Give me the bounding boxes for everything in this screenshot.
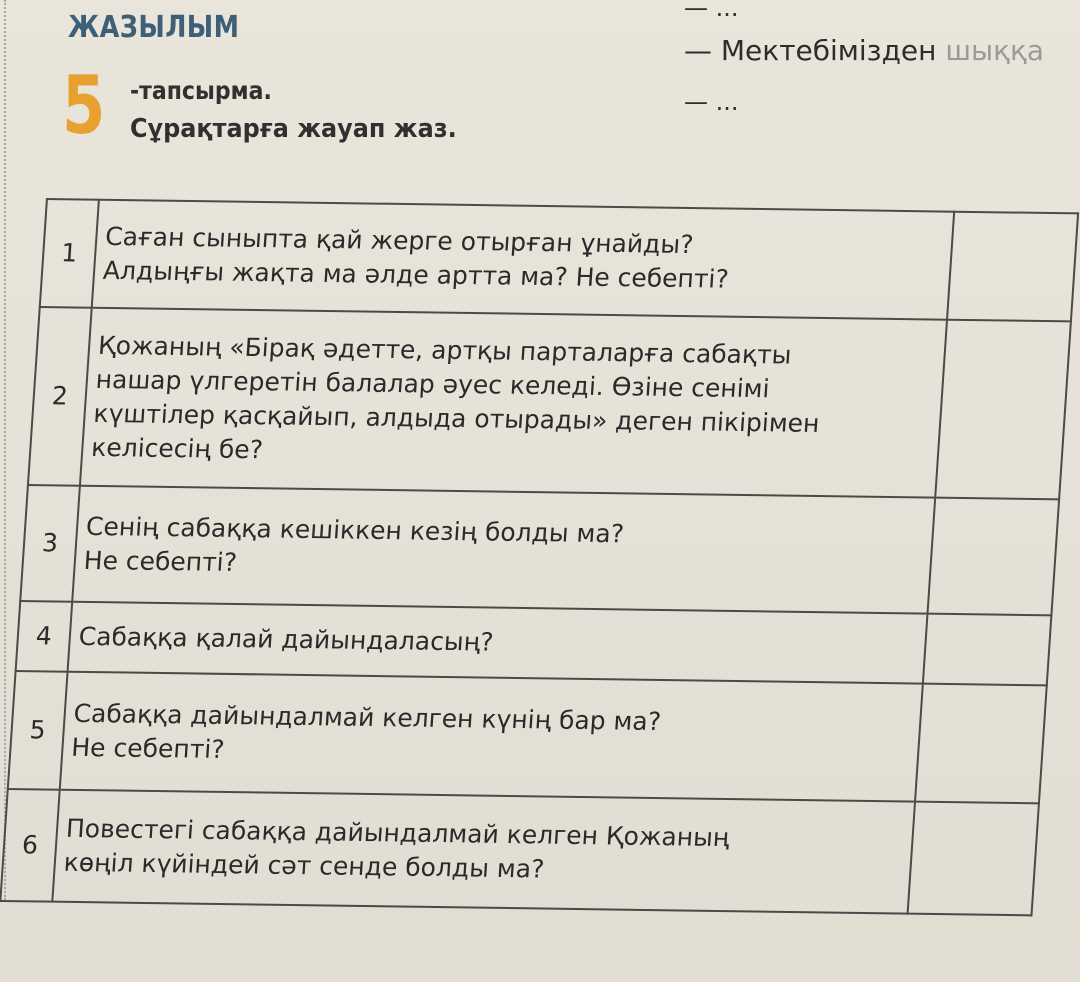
question-text	[67, 602, 927, 684]
question-number: 4	[16, 601, 73, 672]
question-text-content: Сабаққа қалай дайындаласың?	[77, 621, 495, 657]
question-number: 2	[28, 307, 92, 486]
side-dialogue-line-1: — ...	[684, 0, 739, 22]
task-label: -тапсырма.	[130, 76, 272, 105]
question-text	[52, 790, 915, 914]
question-number: 5	[8, 671, 68, 790]
question-text-content: Повестегі сабаққа дайындалмай келген Қожаның көңіл күйіндей сәт сенде болды ма?	[62, 813, 731, 884]
side-dialogue-line-3: — ...	[684, 88, 739, 116]
page-margin-dotted-line	[4, 0, 6, 900]
answer-cell[interactable]	[928, 498, 1059, 616]
table-row	[40, 199, 1078, 321]
question-text-content: Сенің сабаққа кешіккен кезің болды ма? Не себепті?	[82, 511, 625, 577]
side-dialogue-line-2-faded: шыққа	[945, 34, 1045, 67]
question-number: 1	[40, 199, 99, 308]
table-row	[0, 789, 1039, 915]
question-number: 3	[20, 485, 80, 602]
question-text-content: Сабаққа дайындалмай келген күнің бар ма? Не себепті?	[70, 698, 662, 764]
question-text	[80, 308, 947, 498]
question-text-content: Қожаның «Бірақ әдетте, артқы парталарға сабақты нашар үлгеретін балалар әуес келеді. Өзіне сенімі күштілер қасқайып, алдыда отырады» деген пікірімен келісесің бе?	[90, 330, 821, 465]
table-row	[8, 671, 1047, 803]
question-text	[72, 486, 935, 614]
task-number: 5	[62, 59, 106, 152]
answer-cell[interactable]	[908, 802, 1039, 916]
table-row	[20, 485, 1059, 615]
question-number: 6	[0, 789, 59, 902]
task-instruction: Сұрақтарға жауап жаз.	[130, 114, 457, 144]
question-text	[60, 672, 923, 802]
section-title: ЖАЗЫЛЫМ	[68, 10, 240, 45]
question-text	[92, 200, 955, 320]
answer-cell[interactable]	[915, 684, 1046, 804]
questions-table	[0, 198, 1079, 916]
question-text-content: Саған сыныпта қай жерге отырған ұнайды? Алдыңғы жақта ма әлде артта ма? Не себепті?	[102, 221, 730, 294]
side-dialogue-line-2-main: — Мектебімізден	[684, 34, 946, 67]
answer-cell[interactable]	[935, 320, 1070, 500]
answer-cell[interactable]	[947, 212, 1078, 322]
table-row	[28, 307, 1071, 499]
answer-cell[interactable]	[923, 614, 1051, 686]
side-dialogue-line-2	[684, 34, 1044, 67]
